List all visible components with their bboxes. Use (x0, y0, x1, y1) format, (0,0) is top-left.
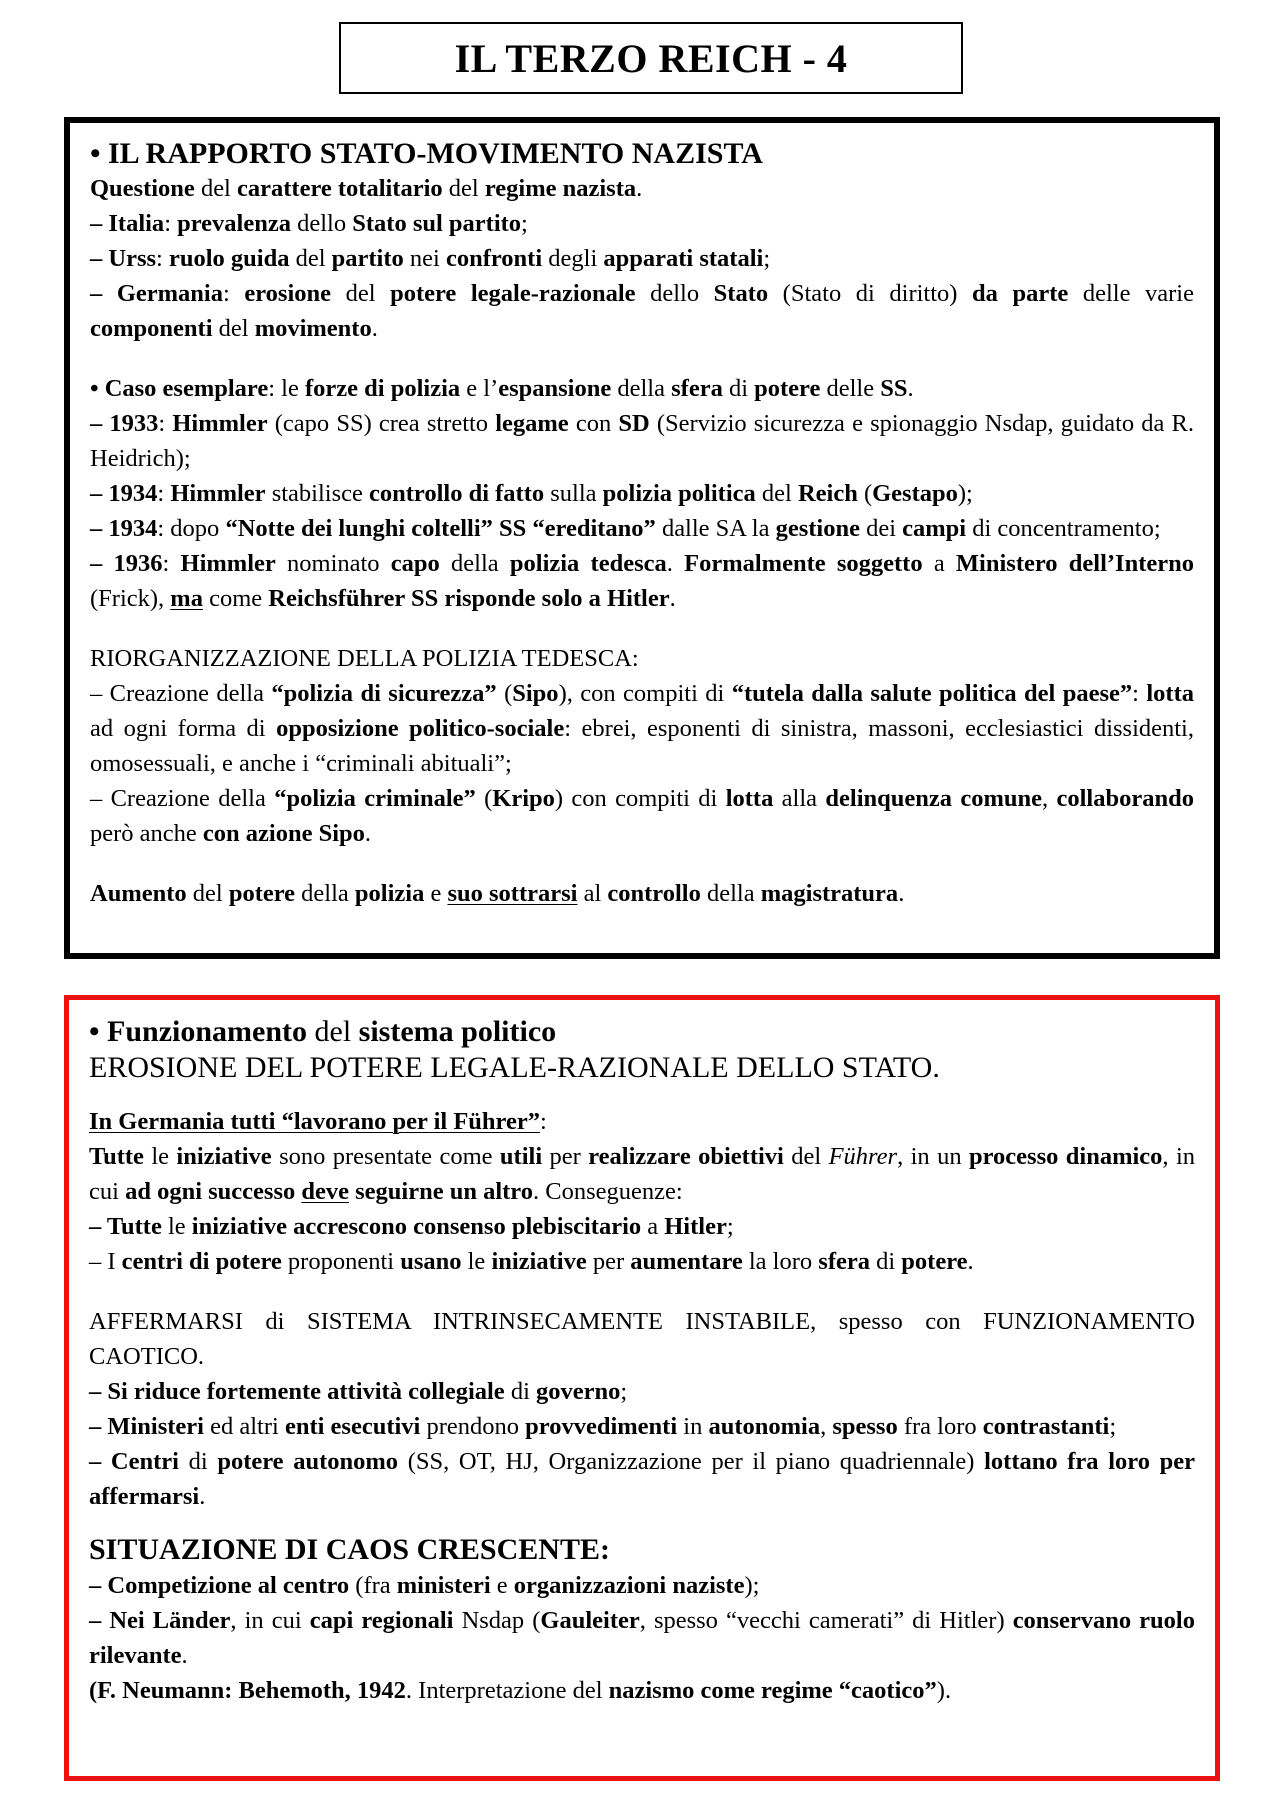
p-1933: – 1933: Himmler (capo SS) crea stretto legame con SD (Servizio sicurezza e spionaggio Nsdap, guidato da R. Heidrich); (90, 410, 1195, 472)
p-conseguenza-consenso: – Tutte le iniziative accrescono consenso plebiscitario a Hitler; (89, 1213, 734, 1240)
page-title: IL TERZO REICH - 4 (339, 22, 963, 94)
p-ministeri: – Ministeri ed altri enti esecutivi prendono provvedimenti in autonomia, spesso fra loro contrastanti; (89, 1413, 1117, 1440)
section2-heading: • Funzionamento del sistema politico (89, 1015, 557, 1048)
section1-heading: • IL RAPPORTO STATO-MOVIMENTO NAZISTA (90, 137, 763, 170)
p-sipo: – Creazione della “polizia di sicurezza” (Sipo), con compiti di “tutela dalla salute politica del paese”: lotta ad ogni forma di opposizione politico-sociale: ebrei, esponenti di sinistra, massoni, ecclesiastici dissidenti, omosessuali, e anche i “criminali abituali”; (90, 680, 1194, 777)
p-kripo: – Creazione della “polizia criminale” (Kripo) con compiti di lotta alla delinquenza comune, collaborando però anche con azione Sipo. (90, 785, 1194, 847)
p-urss: – Urss: ruolo guida del partito nei confronti degli apparati statali; (90, 245, 771, 272)
p-neumann: (F. Neumann: Behemoth, 1942. Interpretazione del nazismo come regime “caotico”). (89, 1677, 952, 1704)
p-1934-campi: – 1934: dopo “Notte dei lunghi coltelli” SS “ereditano” dalle SA la gestione dei campi di concentramento; (90, 515, 1161, 542)
p-caos-crescente: SITUAZIONE DI CAOS CRESCENTE: (89, 1533, 610, 1566)
p-questione: Questione del carattere totalitario del regime nazista. (90, 175, 643, 202)
p-riduce: – Si riduce fortemente attività collegiale di governo; (89, 1378, 628, 1405)
p-germania: – Germania: erosione del potere legale-razionale dello Stato (Stato di diritto) da parte delle varie componenti del movimento. (90, 280, 1194, 342)
p-italia: – Italia: prevalenza dello Stato sul partito; (90, 210, 528, 237)
p-lander: – Nei Länder, in cui capi regionali Nsdap (Gauleiter, spesso “vecchi camerati” di Hitler) conservano ruolo rilevante. (89, 1607, 1195, 1669)
p-competizione: – Competizione al centro (fra ministeri e organizzazioni naziste); (89, 1572, 760, 1599)
p-conseguenza-centri: – I centri di potere proponenti usano le iniziative per aumentare la loro sfera di potere. (89, 1248, 974, 1275)
section-funzionamento (64, 995, 1220, 1781)
p-tutte-iniziative: Tutte le iniziative sono presentate come utili per realizzare obiettivi del Führer, in un processo dinamico, in cui ad ogni successo deve seguirne un altro. Conseguenze: (89, 1143, 1196, 1205)
p-erosione: EROSIONE DEL POTERE LEGALE-RAZIONALE DELLO STATO. (89, 1051, 940, 1084)
p-1936: – 1936: Himmler nominato capo della polizia tedesca. Formalmente soggetto a Ministero dell’Interno (Frick), ma come Reichsführer SS risponde solo a Hitler. (90, 550, 1194, 612)
p-lavorano-per-il-fuhrer: In Germania tutti “lavorano per il Führer”: (89, 1108, 547, 1135)
p-caso-esemplare: • Caso esemplare: le forze di polizia e l’espansione della sfera di potere delle SS. (90, 375, 914, 402)
p-centri-potere: – Centri di potere autonomo (SS, OT, HJ, Organizzazione per il piano quadriennale) lottano fra loro per affermarsi. (89, 1448, 1195, 1510)
p-riorganizzazione: RIORGANIZZAZIONE DELLA POLIZIA TEDESCA: (90, 645, 639, 672)
section-stato-movimento (64, 117, 1220, 959)
p-1934-gestapo: – 1934: Himmler stabilisce controllo di fatto sulla polizia politica del Reich (Gestapo); (90, 480, 973, 507)
p-aumento: Aumento del potere della polizia e suo sottrarsi al controllo della magistratura. (90, 880, 905, 907)
p-affermarsi: AFFERMARSI di SISTEMA INTRINSECAMENTE INSTABILE, spesso con FUNZIONAMENTO CAOTICO. (89, 1308, 1195, 1370)
